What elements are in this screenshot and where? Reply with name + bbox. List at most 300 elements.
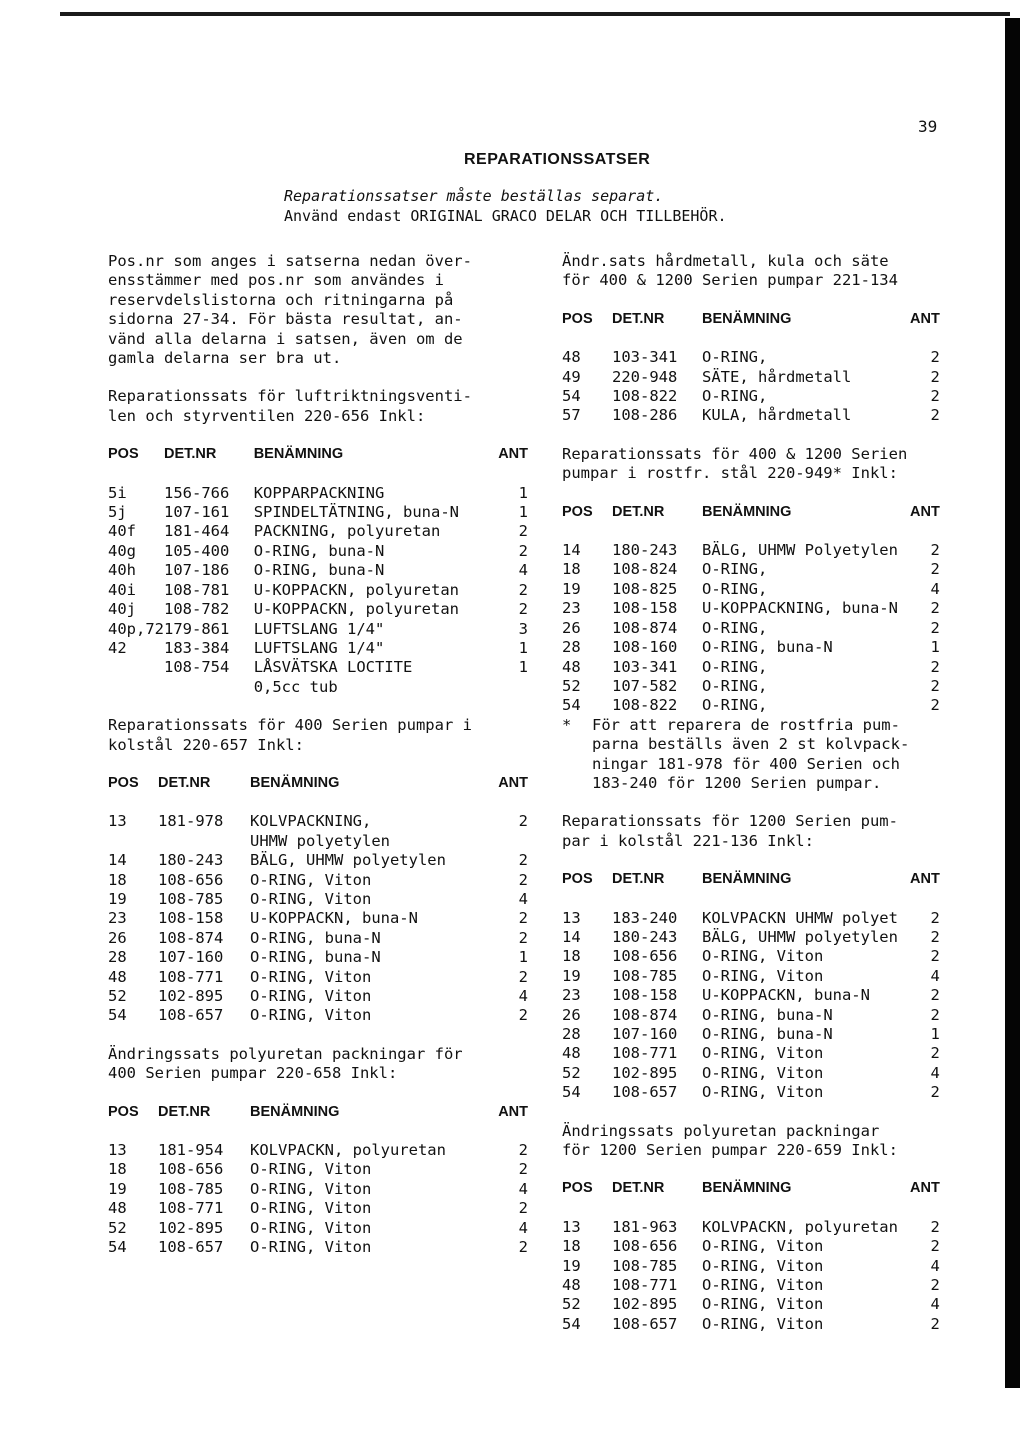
cell-ben: U-KOPPACKN, buna-N	[702, 986, 870, 1005]
cell-ant: 4	[518, 561, 528, 580]
cell-ben: U-KOPPACKN, buna-N	[250, 909, 418, 928]
cell-det: 107-160	[158, 948, 224, 967]
cell-pos: 26	[562, 1005, 581, 1024]
cell-ant: 2	[518, 600, 528, 619]
cell-ant: 2	[930, 541, 940, 560]
cell-pos: 14	[108, 851, 127, 870]
cell-pos: 14	[562, 541, 581, 560]
cell-pos: 28	[562, 638, 581, 657]
cell-ant: 2	[930, 986, 940, 1005]
cell-ant: 2	[930, 676, 940, 695]
header-pos: POS	[108, 774, 139, 791]
table-row	[562, 1006, 940, 1025]
cell-ben: O-RING, buna-N	[702, 1005, 833, 1024]
cell-ben: O-RING, Viton	[250, 1238, 372, 1257]
header-ant: ANT	[498, 1103, 528, 1120]
cell-det: 108-657	[612, 1083, 678, 1102]
table-row	[562, 1044, 940, 1063]
cell-ant: 2	[518, 851, 528, 870]
table-row	[562, 406, 940, 425]
header-det: DET.NR	[164, 446, 217, 463]
table-row	[562, 387, 940, 406]
cell-pos: 52	[562, 676, 581, 695]
cell-ben: LÅSVÄTSKA LOCTITE 0,5cc tub	[253, 658, 413, 696]
cell-pos: 23	[562, 986, 581, 1005]
cell-ant: 2	[930, 947, 940, 966]
cell-det: 108-771	[158, 1199, 224, 1218]
cell-pos: 48	[562, 348, 581, 367]
right-column	[562, 252, 942, 1334]
page-title: REPARATIONSSATSER	[464, 151, 651, 168]
header-ben: BENÄMNING	[253, 446, 344, 463]
cell-pos	[108, 658, 164, 697]
cell-ben: O-RING, Viton	[250, 967, 372, 986]
table-row	[562, 329, 940, 367]
page-number: 39	[918, 117, 938, 136]
cell-ben: BÄLG, UHMW polyetylen	[702, 927, 898, 946]
cell-pos: 18	[108, 870, 127, 889]
table-row	[562, 1315, 940, 1334]
cell-pos: 28	[562, 1025, 581, 1043]
header-ben: BENÄMNING	[702, 503, 792, 520]
cell-det: 108-874	[612, 618, 678, 637]
table-row	[108, 1122, 528, 1160]
footnote-text: För att reparera de rostfria pum- parna beställs även 2 st kolvpack- ningar 181-978 för 400 Serien och 183-240 för 1200 Serien pumpar.	[592, 715, 910, 792]
cell-ben: O-RING,	[702, 657, 768, 676]
table-row	[562, 580, 940, 599]
footnote-marker: *	[562, 715, 572, 734]
table-row	[562, 947, 940, 966]
cell-ben: O-RING, Viton	[250, 987, 372, 1005]
cell-det: 108-656	[612, 947, 678, 966]
cell-det: 108-160	[612, 638, 678, 657]
cell-ben: O-RING, Viton	[702, 1237, 824, 1256]
cell-ant: 2	[930, 406, 940, 425]
header-ant: ANT	[498, 446, 528, 463]
cell-det: 108-824	[612, 560, 678, 579]
cell-ant: 2	[930, 657, 940, 676]
cell-pos: 40f	[108, 522, 136, 541]
cell-ben: O-RING, Viton	[250, 870, 372, 889]
cell-pos: 48	[108, 1199, 127, 1218]
cell-pos: 13	[562, 1217, 581, 1236]
table-row	[108, 658, 528, 697]
cell-pos: 40j	[108, 600, 136, 619]
kit-title: Reparationssats för 1200 Serien pum- par i kolstål 221-136 Inkl:	[562, 812, 898, 850]
cell-ant: 2	[518, 580, 528, 599]
table-row	[108, 909, 528, 928]
cell-det: 108-286	[612, 406, 678, 425]
cell-ben: O-RING, Viton	[250, 889, 372, 908]
header-det: DET.NR	[612, 503, 665, 520]
cell-ben: KOPPARPACKNING	[253, 483, 385, 502]
cell-ant: 1	[930, 1025, 940, 1043]
header-pos: POS	[562, 310, 593, 327]
cell-ant: 2	[930, 367, 940, 386]
cell-pos: 5j	[108, 503, 127, 522]
cell-pos: 18	[562, 947, 581, 966]
cell-pos: 54	[562, 1083, 581, 1102]
cell-pos: 18	[108, 1160, 127, 1179]
cell-det: 107-186	[164, 561, 230, 580]
cell-pos: 13	[108, 1141, 127, 1160]
table-row	[562, 1257, 940, 1276]
cell-ben: O-RING, Viton	[702, 1295, 824, 1314]
kit-title: Ändr.sats hårdmetall, kula och säte för 400 & 1200 Serien pumpar 221-134	[562, 252, 898, 290]
cell-ant: 2	[518, 967, 528, 986]
cell-det: 180-243	[612, 927, 678, 946]
cell-det: 180-243	[158, 851, 224, 870]
cell-det: 108-822	[612, 387, 678, 406]
parts-table	[562, 310, 940, 426]
cell-det: 108-825	[612, 579, 678, 598]
cell-det: 108-785	[158, 1179, 224, 1198]
cell-pos: 23	[108, 909, 127, 928]
table-row	[562, 619, 940, 638]
cell-ben: O-RING, Viton	[702, 1276, 824, 1295]
cell-pos: 14	[562, 927, 581, 946]
cell-det: 179-861	[164, 619, 230, 638]
cell-ant: 2	[518, 1141, 528, 1160]
header-det: DET.NR	[612, 310, 665, 327]
table-row	[108, 851, 528, 870]
cell-ant: 2	[930, 1237, 940, 1256]
header-ant: ANT	[910, 310, 940, 327]
table-row	[562, 1237, 940, 1256]
cell-ant: 1	[930, 638, 940, 657]
cell-pos: 13	[562, 908, 581, 927]
cell-pos: 40h	[108, 561, 136, 580]
cell-pos: 19	[562, 966, 581, 985]
cell-ant: 4	[930, 1256, 940, 1275]
cell-pos: 52	[108, 987, 127, 1005]
cell-ant: 2	[518, 1160, 528, 1179]
cell-ben: BÄLG, UHMW Polyetylen	[702, 541, 898, 560]
table-row	[108, 465, 528, 503]
table-row	[108, 581, 528, 600]
table-row	[108, 987, 528, 1006]
cell-det: 108-656	[158, 1160, 224, 1179]
cell-pos: 48	[108, 967, 127, 986]
cell-pos: 26	[108, 928, 127, 947]
cell-det: 108-158	[612, 599, 678, 618]
cell-ant: 2	[518, 1006, 528, 1025]
cell-ant: 2	[518, 909, 528, 928]
cell-det: 108-874	[612, 1005, 678, 1024]
cell-ant: 4	[518, 987, 528, 1005]
cell-ben: O-RING, Viton	[250, 1179, 372, 1198]
table-row	[108, 639, 528, 658]
cell-det: 108-785	[158, 889, 224, 908]
cell-ben: LUFTSLANG 1/4"	[253, 619, 385, 638]
cell-pos: 54	[562, 387, 581, 406]
cell-ben: O-RING, Viton	[702, 1063, 824, 1082]
cell-ant: 2	[930, 618, 940, 637]
cell-det: 108-158	[158, 909, 224, 928]
cell-det: 220-948	[612, 367, 678, 386]
cell-ant: 1	[518, 658, 528, 677]
header-ant: ANT	[498, 774, 528, 791]
cell-pos: 54	[562, 1314, 581, 1333]
cell-ant: 4	[518, 1179, 528, 1198]
table-row	[562, 1064, 940, 1083]
cell-ben: KOLVPACKNING, UHMW polyetylen	[250, 812, 390, 850]
cell-ben: O-RING,	[702, 560, 768, 579]
cell-ben: KOLVPACKN UHMW polyet	[702, 908, 898, 927]
cell-ant: 2	[930, 599, 940, 618]
kit-title: Reparationssats för 400 & 1200 Serien pumpar i rostfr. stål 220-949* Inkl:	[562, 444, 908, 483]
header-det: DET.NR	[158, 774, 211, 791]
cell-det: 102-895	[612, 1295, 678, 1314]
intro-notice	[284, 186, 727, 226]
cell-ben: SPINDELTÄTNING, buna-N	[253, 503, 459, 522]
cell-ant: 2	[518, 522, 528, 541]
cell-pos: 48	[562, 1044, 581, 1063]
cell-ant: 2	[930, 696, 940, 715]
cell-pos: 57	[562, 406, 581, 425]
cell-ben: O-RING, Viton	[702, 966, 824, 985]
cell-pos: 19	[108, 889, 127, 908]
cell-ant: 2	[930, 387, 940, 406]
cell-ben: O-RING, buna-N	[702, 638, 833, 657]
table-row	[108, 929, 528, 948]
kit-section	[562, 812, 942, 1102]
cell-pos: 23	[562, 599, 581, 618]
cell-det: 108-158	[612, 986, 678, 1005]
cell-pos: 52	[562, 1063, 581, 1082]
cell-ant: 4	[930, 1295, 940, 1314]
kit-section	[108, 716, 528, 1026]
cell-det: 181-963	[612, 1217, 678, 1236]
header-pos: POS	[562, 1180, 593, 1197]
cell-det: 108-785	[612, 966, 678, 985]
table-row	[108, 793, 528, 851]
table-row	[108, 542, 528, 561]
cell-det: 181-954	[158, 1141, 224, 1160]
cell-pos: 40i	[108, 580, 136, 599]
kit-section	[562, 252, 942, 426]
header-ant: ANT	[910, 1180, 940, 1197]
table-row	[108, 1199, 528, 1218]
cell-ant: 1	[518, 503, 528, 522]
cell-det: 102-895	[158, 987, 224, 1005]
cell-det: 108-822	[612, 696, 678, 715]
parts-table	[108, 774, 528, 1026]
cell-ben: KOLVPACKN, polyuretan	[250, 1141, 446, 1160]
cell-pos: 48	[562, 657, 581, 676]
table-row	[108, 600, 528, 619]
cell-ant: 4	[930, 579, 940, 598]
table-row	[108, 1160, 528, 1179]
parts-table	[562, 1179, 940, 1334]
cell-ben: O-RING, Viton	[702, 1044, 824, 1063]
cell-ben: BÄLG, UHMW polyetylen	[250, 851, 446, 870]
table-row	[108, 503, 528, 522]
table-row	[108, 620, 528, 639]
header-det: DET.NR	[158, 1103, 211, 1120]
table-row	[108, 871, 528, 890]
cell-ant: 2	[930, 927, 940, 946]
cell-ant: 2	[930, 348, 940, 367]
kit-title: Reparationssats för 400 Serien pumpar i kolstål 220-657 Inkl:	[108, 716, 472, 754]
cell-det: 108-771	[612, 1276, 678, 1295]
cell-det: 108-771	[158, 967, 224, 986]
cell-pos: 19	[108, 1179, 127, 1198]
table-row	[108, 1238, 528, 1257]
cell-ben: O-RING, Viton	[250, 1160, 372, 1179]
cell-det: 107-160	[612, 1025, 678, 1043]
cell-pos: 13	[108, 812, 127, 831]
table-row	[562, 986, 940, 1005]
cell-pos: 49	[562, 367, 581, 386]
header-det: DET.NR	[612, 1180, 665, 1197]
cell-ant: 4	[518, 1218, 528, 1237]
parts-table	[108, 445, 528, 697]
cell-ben: O-RING, buna-N	[702, 1025, 833, 1043]
cell-ben: O-RING, Viton	[702, 1083, 824, 1102]
kit-title: Ändringssats polyuretan packningar för 1200 Serien pumpar 220-659 Inkl:	[562, 1121, 898, 1160]
cell-det: 103-341	[612, 657, 678, 676]
cell-ant: 2	[930, 1217, 940, 1236]
cell-ben: PACKNING, polyuretan	[253, 522, 441, 541]
cell-ben: O-RING, Viton	[702, 1314, 824, 1333]
cell-pos: 5i	[108, 483, 127, 502]
cell-det: 183-384	[164, 638, 230, 657]
kit-title: Ändringssats polyuretan packningar för 400 Serien pumpar 220-658 Inkl:	[108, 1044, 463, 1083]
cell-pos: 54	[108, 1238, 127, 1257]
cell-det: 108-782	[164, 600, 230, 619]
cell-det: 107-582	[612, 676, 678, 695]
cell-ben: SÄTE, hårdmetall	[702, 367, 852, 386]
table-row	[108, 1006, 528, 1025]
cell-ben: O-RING, Viton	[702, 1256, 824, 1275]
cell-ant: 2	[518, 870, 528, 889]
cell-ant: 1	[518, 948, 528, 967]
header-det: DET.NR	[612, 871, 665, 888]
cell-det: 108-656	[612, 1237, 678, 1256]
cell-pos: 52	[108, 1218, 127, 1237]
cell-pos: 54	[562, 696, 581, 715]
cell-ant: 2	[518, 928, 528, 947]
cell-ben: U-KOPPACKN, polyuretan	[253, 600, 459, 619]
cell-ben: O-RING, Viton	[250, 1218, 372, 1237]
cell-ben: O-RING,	[702, 387, 768, 406]
cell-ant: 2	[518, 541, 528, 560]
header-ben: BENÄMNING	[702, 1180, 792, 1197]
cell-ben: O-RING,	[702, 676, 768, 695]
header-pos: POS	[108, 1103, 139, 1120]
table-row	[562, 696, 940, 715]
cell-pos: 52	[562, 1295, 581, 1314]
cell-ben: O-RING, buna-N	[250, 948, 381, 967]
cell-ant: 4	[518, 889, 528, 908]
cell-det: 183-240	[612, 908, 678, 927]
cell-ben: O-RING, buna-N	[250, 928, 381, 947]
table-row	[562, 658, 940, 677]
cell-ant: 2	[518, 812, 528, 831]
header-pos: POS	[108, 446, 139, 463]
scan-edge-right	[1005, 18, 1020, 1388]
header-ant: ANT	[910, 871, 940, 888]
cell-pos: 40p,72	[108, 619, 164, 638]
table-row	[562, 890, 940, 928]
cell-ant: 2	[930, 1083, 940, 1102]
left-column	[108, 252, 528, 1257]
cell-det: 180-243	[612, 541, 678, 560]
cell-pos: 54	[108, 1006, 127, 1025]
cell-ben: O-RING,	[702, 579, 768, 598]
cell-det: 105-400	[164, 541, 230, 560]
cell-det: 181-464	[164, 522, 230, 541]
cell-det: 108-771	[612, 1044, 678, 1063]
table-row	[108, 968, 528, 987]
cell-ant: 4	[930, 966, 940, 985]
footnote	[562, 716, 942, 794]
left-paragraph: Pos.nr som anges i satserna nedan över- ensstämmer med pos.nr som användes i reservdelslistorna och ritningarna på sidorna 27-34. För bästa resultat, an- vänd alla delarna i satsen, även om de gamla delarna ser bra ut.	[108, 252, 472, 368]
kit-section	[562, 1122, 942, 1335]
kit-section	[562, 445, 942, 794]
cell-pos: 19	[562, 579, 581, 598]
cell-ben: LUFTSLANG 1/4"	[253, 638, 385, 657]
cell-ben: O-RING, Viton	[702, 947, 824, 966]
cell-det: 156-766	[164, 483, 230, 502]
cell-det: 108-754	[164, 658, 230, 677]
cell-det: 181-978	[158, 812, 224, 831]
cell-det: 108-657	[158, 1238, 224, 1257]
cell-ant: 2	[930, 560, 940, 579]
intro-line-1: Reparationssatser måste beställas separat.	[284, 187, 664, 205]
kit-title: Reparationssats för luftriktningsventi- len och styrventilen 220-656 Inkl:	[108, 387, 472, 425]
table-row	[562, 638, 940, 657]
scan-edge-top	[60, 12, 1010, 16]
header-ben: BENÄMNING	[250, 1103, 340, 1120]
table-row	[562, 1276, 940, 1295]
table-row	[562, 1025, 940, 1044]
cell-ben: O-RING, buna-N	[253, 541, 385, 560]
header-pos: POS	[562, 871, 593, 888]
table-row	[108, 1219, 528, 1238]
cell-pos: 48	[562, 1276, 581, 1295]
table-row	[108, 522, 528, 541]
table-row	[562, 599, 940, 618]
cell-pos: 19	[562, 1256, 581, 1275]
cell-det: 108-657	[612, 1314, 678, 1333]
cell-ben: O-RING, Viton	[250, 1199, 372, 1218]
cell-ben: O-RING, buna-N	[253, 561, 385, 580]
table-row	[108, 948, 528, 967]
header-ben: BENÄMNING	[702, 310, 792, 327]
cell-det: 108-785	[612, 1256, 678, 1275]
kit-section	[108, 1045, 528, 1258]
table-row	[562, 1083, 940, 1102]
table-row	[562, 368, 940, 387]
table-row	[108, 561, 528, 580]
cell-ant: 4	[930, 1063, 940, 1082]
parts-table	[108, 1103, 528, 1258]
header-ant: ANT	[910, 503, 940, 520]
cell-ant: 2	[518, 1199, 528, 1218]
table-row	[562, 677, 940, 696]
cell-ben: KULA, hårdmetall	[702, 406, 852, 425]
cell-ant: 2	[930, 1314, 940, 1333]
cell-det: 103-341	[612, 348, 678, 367]
table-row	[562, 1295, 940, 1314]
cell-pos: 18	[562, 560, 581, 579]
cell-det: 102-895	[612, 1063, 678, 1082]
cell-ben: O-RING,	[702, 348, 768, 367]
cell-pos: 18	[562, 1237, 581, 1256]
header-ben: BENÄMNING	[702, 871, 792, 888]
